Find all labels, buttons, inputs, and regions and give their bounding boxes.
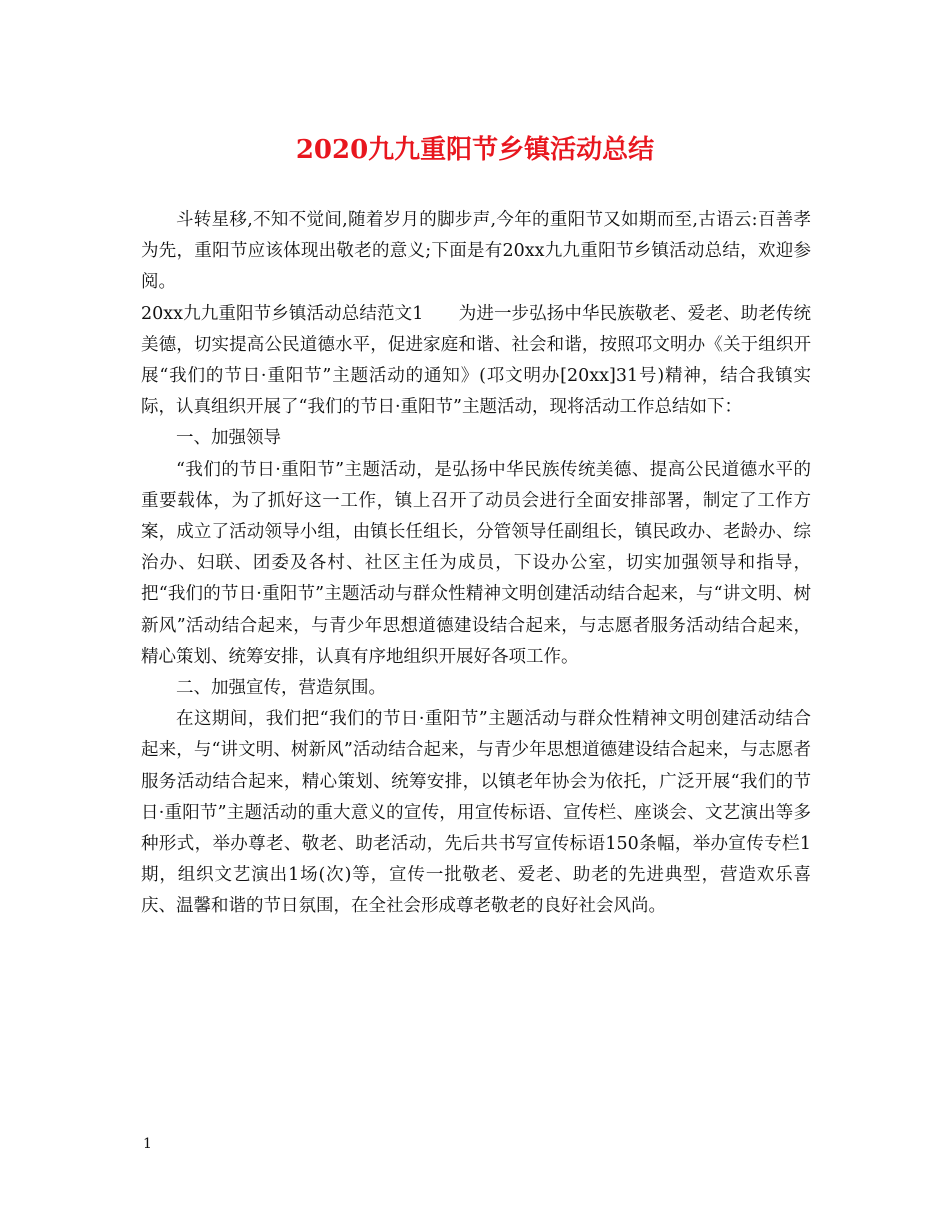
- document-title: 2020九九重阳节乡镇活动总结: [295, 135, 655, 165]
- document-body: [141, 205, 811, 923]
- section-heading-1: 一、加强领导: [176, 428, 281, 449]
- section-1-paragraph: “我们的节日·重阳节”主题活动，是弘扬中华民族传统美德、提高公民道德水平的重要载体，为了抓好这一工作，镇上召开了动员会进行全面安排部署，制定了工作方案，成立了活动领导小组，由镇长任组长，分管领导任副组长，镇民政办、老龄办、综治办、妇联、团委及各村、社区主任为成员，下设办公室，切实加强领导和指导，把“我们的节日·重阳节”主题活动与群众性精神文明创建活动结合起来，与“讲文明、树新风”活动结合起来，与青少年思想道德建设结合起来，与志愿者服务活动结合起来，精心策划、统筹安排，认真有序地组织开展好各项工作。: [141, 459, 811, 667]
- intro-paragraph: 斗转星移,不知不觉间,随着岁月的脚步声,今年的重阳节又如期而至,古语云:百善孝为先，重阳节应该体现出敬老的意义;下面是有20xx九九重阳节乡镇活动总结，欢迎参阅。: [141, 210, 811, 293]
- sample-paragraph: 20xx九九重阳节乡镇活动总结范文1 为进一步弘扬中华民族敬老、爱老、助老传统美德，切实提高公民道德水平，促进家庭和谐、社会和谐，按照邛文明办《关于组织开展“我们的节日·重阳节”主题活动的通知》(邛文明办[20xx]31号)精神，结合我镇实际，认真组织开展了“我们的节日·重阳节”主题活动，现将活动工作总结如下：: [141, 303, 811, 418]
- section-heading-2: 二、加强宣传，营造氛围。: [176, 678, 386, 699]
- section-2-paragraph: 在这期间，我们把“我们的节日·重阳节”主题活动与群众性精神文明创建活动结合起来，与“讲文明、树新风”活动结合起来，与青少年思想道德建设结合起来，与志愿者服务活动结合起来，精心策划、统筹安排，以镇老年协会为依托，广泛开展“我们的节日·重阳节”主题活动的重大意义的宣传，用宣传标语、宣传栏、座谈会、文艺演出等多种形式，举办尊老、敬老、助老活动，先后共书写宣传标语150条幅，举办宣传专栏1期，组织文艺演出1场(次)等，宣传一批敬老、爱老、助老的先进典型，营造欢乐喜庆、温馨和谐的节日氛围，在全社会形成尊老敬老的良好社会风尚。: [141, 709, 811, 917]
- page-number: 1: [143, 1136, 152, 1152]
